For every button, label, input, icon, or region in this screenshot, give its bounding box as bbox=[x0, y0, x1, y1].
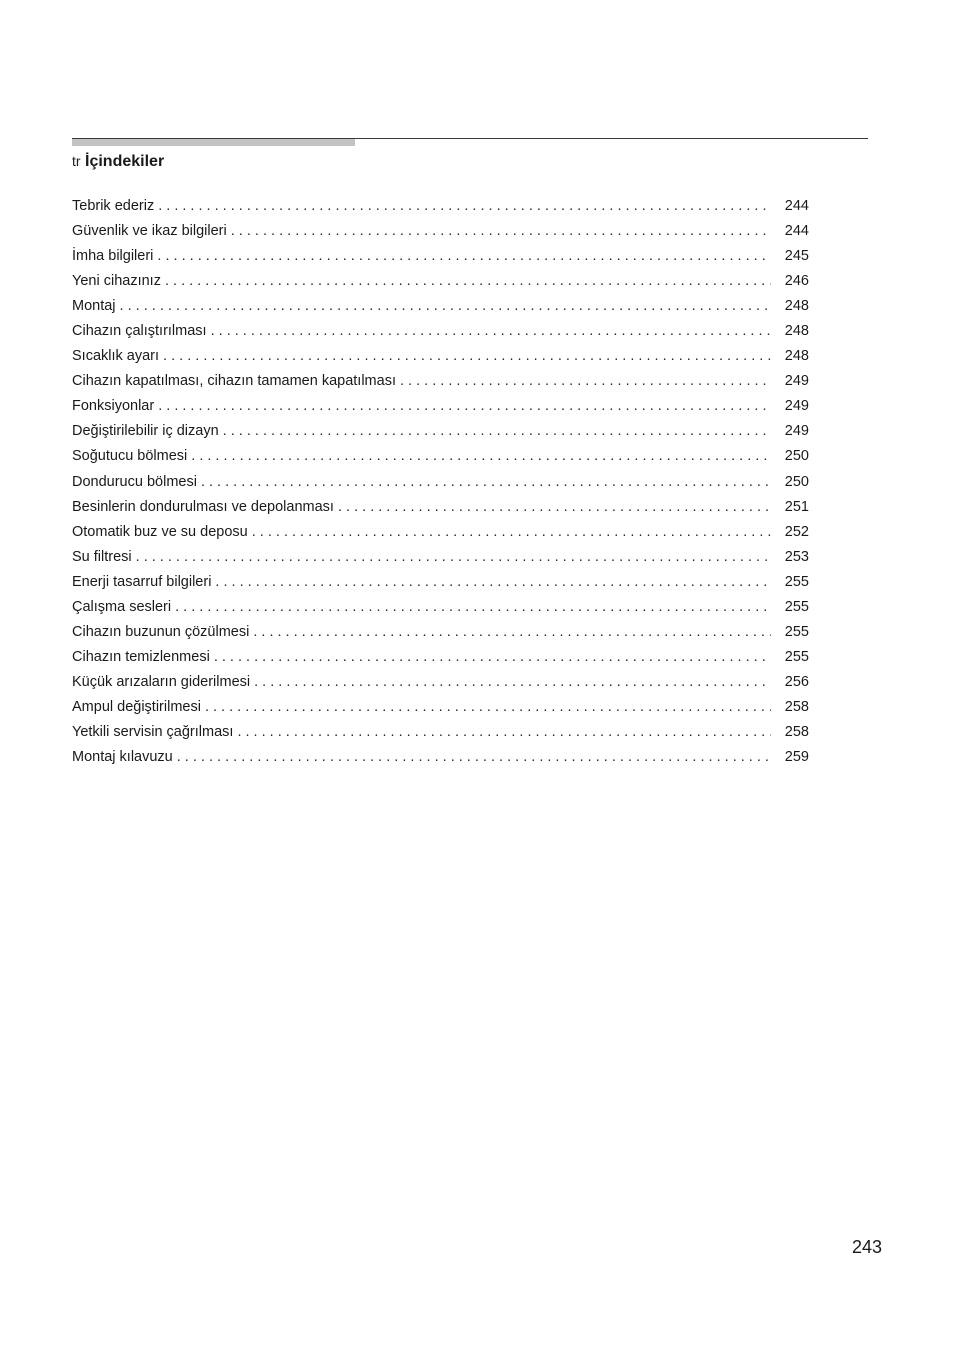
toc-entry-title: Cihazın çalıştırılması bbox=[72, 323, 207, 340]
dot-leader bbox=[191, 446, 771, 466]
toc-entry-title: Çalışma sesleri bbox=[72, 598, 172, 615]
toc-entry-title: Değiştirilebilir iç dizayn bbox=[72, 423, 219, 440]
toc-entry[interactable] bbox=[72, 346, 809, 371]
toc-entry-title: Soğutucu bölmesi bbox=[72, 448, 188, 465]
toc-entry[interactable] bbox=[72, 271, 809, 296]
toc-entry-title: Su filtresi bbox=[72, 548, 132, 565]
toc-entry[interactable] bbox=[72, 371, 809, 396]
dot-leader bbox=[177, 747, 771, 767]
toc-entry[interactable] bbox=[72, 747, 809, 772]
toc-entry-title: Enerji tasarruf bilgileri bbox=[72, 573, 212, 590]
dot-leader bbox=[158, 196, 771, 216]
toc-entry-title: Montaj kılavuzu bbox=[72, 749, 173, 766]
toc-entry-title: Besinlerin dondurulması ve depolanması bbox=[72, 498, 334, 515]
toc-entry-page: 248 bbox=[784, 298, 809, 315]
toc-entry[interactable] bbox=[72, 647, 809, 672]
toc-entry-title: Ampul değiştirilmesi bbox=[72, 698, 201, 715]
dot-leader bbox=[214, 647, 771, 667]
dot-leader bbox=[163, 346, 771, 366]
toc-entry-title: Sıcaklık ayarı bbox=[72, 348, 160, 365]
toc-entry-page: 245 bbox=[784, 248, 809, 265]
dot-leader bbox=[157, 246, 771, 266]
toc-entry[interactable] bbox=[72, 672, 809, 697]
toc-entry-title: Güvenlik ve ikaz bilgileri bbox=[72, 223, 227, 240]
dot-leader bbox=[215, 572, 771, 592]
toc-entry-page: 248 bbox=[784, 348, 809, 365]
toc-entry-title: Cihazın kapatılması, cihazın tamamen kapatılması bbox=[72, 373, 396, 390]
dot-leader bbox=[201, 472, 771, 492]
toc-entry[interactable] bbox=[72, 472, 809, 497]
toc-entry[interactable] bbox=[72, 321, 809, 346]
dot-leader bbox=[254, 672, 771, 692]
toc-entry[interactable] bbox=[72, 396, 809, 421]
toc-entry-page: 258 bbox=[784, 723, 809, 740]
toc-entry[interactable] bbox=[72, 296, 809, 321]
dot-leader bbox=[400, 371, 771, 391]
toc-entry-title: Yetkili servisin çağrılması bbox=[72, 723, 234, 740]
dot-leader bbox=[223, 421, 771, 441]
toc-entry-page: 246 bbox=[784, 273, 809, 290]
language-code: tr bbox=[72, 153, 81, 169]
toc-entry-title: Montaj bbox=[72, 298, 116, 315]
toc-entry-page: 249 bbox=[784, 398, 809, 415]
toc-entry-page: 250 bbox=[784, 448, 809, 465]
toc-entry[interactable] bbox=[72, 221, 809, 246]
toc-heading: İçindekiler bbox=[85, 153, 165, 170]
toc-entry[interactable] bbox=[72, 597, 809, 622]
toc-entry-title: Tebrik ederiz bbox=[72, 198, 155, 214]
toc-entry[interactable] bbox=[72, 421, 809, 446]
header-rule-bar bbox=[72, 138, 355, 146]
dot-leader bbox=[211, 321, 771, 341]
dot-leader bbox=[253, 622, 771, 642]
toc-entry-page: 244 bbox=[784, 223, 809, 240]
toc-entry-page: 256 bbox=[784, 673, 809, 690]
toc-entry[interactable] bbox=[72, 547, 809, 572]
dot-leader bbox=[205, 697, 771, 717]
toc-entry[interactable] bbox=[72, 697, 809, 722]
dot-leader bbox=[252, 522, 771, 542]
toc-entry-page: 255 bbox=[784, 648, 809, 665]
toc-entry-page: 250 bbox=[784, 473, 809, 490]
dot-leader bbox=[158, 396, 771, 416]
toc-entry[interactable] bbox=[72, 497, 809, 522]
dot-leader bbox=[165, 271, 771, 291]
toc-entry[interactable] bbox=[72, 572, 809, 597]
table-of-contents bbox=[72, 196, 809, 772]
toc-entry-page: 259 bbox=[784, 749, 809, 766]
toc-entry-page: 255 bbox=[784, 598, 809, 615]
dot-leader bbox=[136, 547, 771, 567]
dot-leader bbox=[338, 497, 771, 517]
toc-entry[interactable] bbox=[72, 622, 809, 647]
dot-leader bbox=[120, 296, 771, 316]
toc-entry-page: 255 bbox=[784, 573, 809, 590]
toc-entry-title: Dondurucu bölmesi bbox=[72, 473, 197, 490]
toc-entry[interactable] bbox=[72, 446, 809, 471]
toc-entry[interactable] bbox=[72, 246, 809, 271]
toc-entry-title: İmha bilgileri bbox=[72, 248, 154, 265]
toc-entry[interactable] bbox=[72, 522, 809, 547]
toc-entry-page: 252 bbox=[784, 523, 809, 540]
toc-entry-title: Küçük arızaların giderilmesi bbox=[72, 673, 251, 690]
dot-leader bbox=[175, 597, 771, 617]
toc-entry-title: Cihazın buzunun çözülmesi bbox=[72, 623, 250, 640]
toc-entry[interactable] bbox=[72, 722, 809, 747]
toc-entry-page: 244 bbox=[784, 198, 809, 214]
dot-leader bbox=[237, 722, 771, 742]
toc-entry-title: Otomatik buz ve su deposu bbox=[72, 523, 248, 540]
toc-entry[interactable] bbox=[72, 196, 809, 221]
toc-entry-page: 251 bbox=[784, 498, 809, 515]
toc-entry-title: Yeni cihazınız bbox=[72, 273, 161, 290]
page-title bbox=[72, 153, 164, 171]
dot-leader bbox=[231, 221, 771, 241]
header-rule-line bbox=[72, 138, 868, 139]
toc-entry-page: 248 bbox=[784, 323, 809, 340]
toc-entry-page: 255 bbox=[784, 623, 809, 640]
toc-entry-page: 249 bbox=[784, 423, 809, 440]
toc-entry-title: Fonksiyonlar bbox=[72, 398, 155, 415]
toc-entry-title: Cihazın temizlenmesi bbox=[72, 648, 210, 665]
toc-entry-page: 253 bbox=[784, 548, 809, 565]
page-number: 243 bbox=[851, 1237, 882, 1257]
toc-entry-page: 249 bbox=[784, 373, 809, 390]
toc-entry-page: 258 bbox=[784, 698, 809, 715]
